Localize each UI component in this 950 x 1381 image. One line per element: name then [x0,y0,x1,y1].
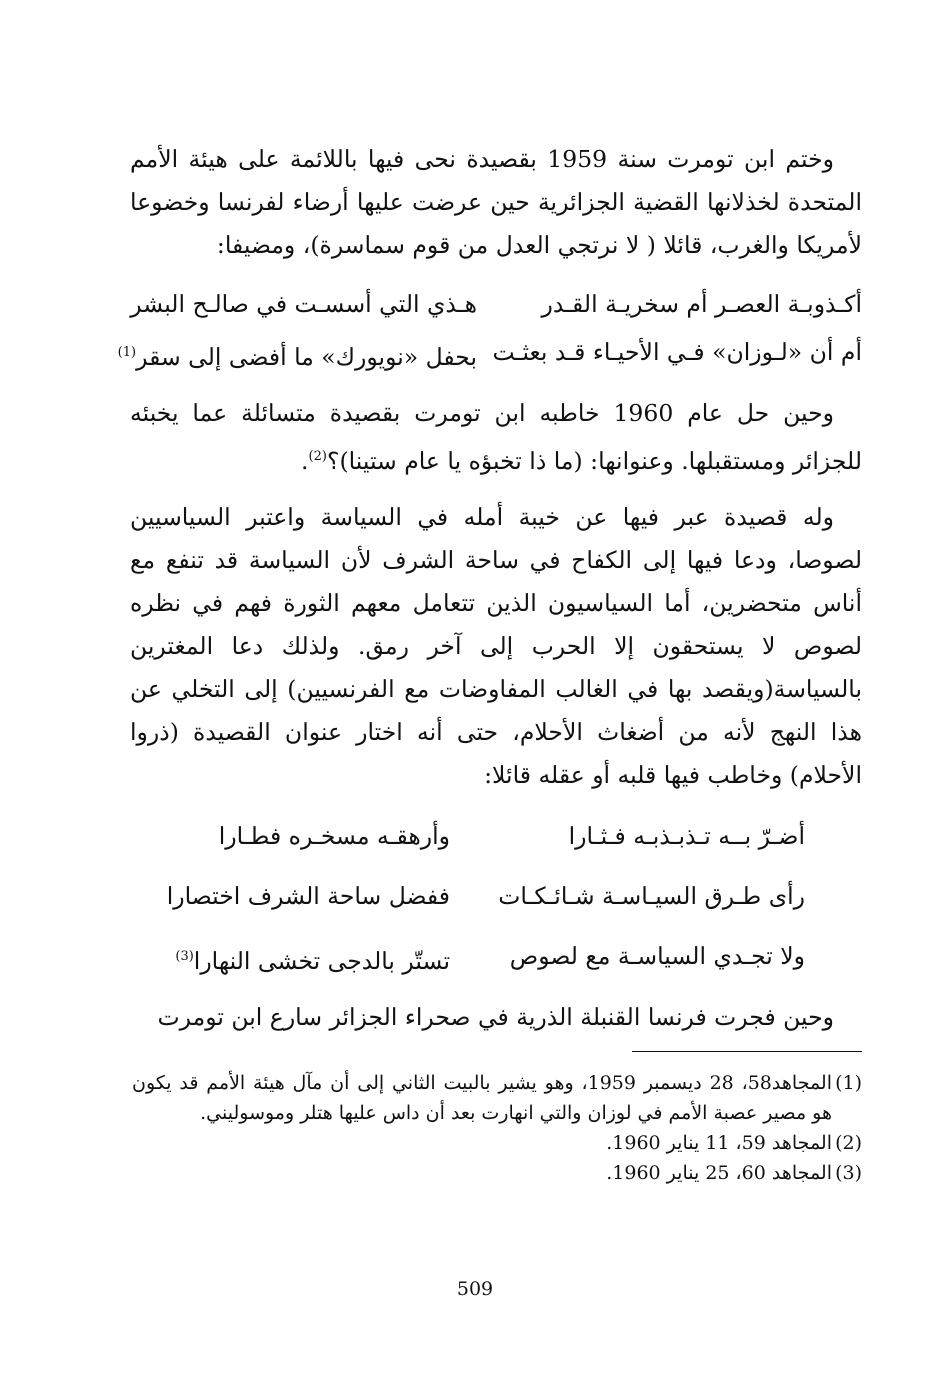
hemistich-text: تستّر بالدجى تخشى النهارا [193,946,450,975]
footnote-item [132,1158,862,1188]
hemistich-second [175,935,450,983]
paragraph-text: وختم ابن تومرت سنة 1959 بقصيدة نحى فيها باللائمة على هيئة الأمم المتحدة لخذلانها القضية الجزائرية حين عرضت عليها أرضاء لفرنسا وخضوعا لأمريكا والغرب، قائلا ( لا نرتجي العدل من قوم سماسرة)، ومضيفا: [130,145,862,259]
paragraph-body: وحين حل عام 1960 خاطبه ابن تومرت بقصيدة متسائلة عما يخبئه للجزائر ومستقبلها. وعنوانها: (ما ذا تخبؤه يا عام ستينا)؟ [130,399,862,475]
footnote-item [132,1068,862,1128]
paragraph-politics [130,496,862,797]
footnote-number: (3) [835,1162,862,1184]
hemistich-first: أم أن «لـوزان» فـي الأحيـاء قـد بعثـت [492,338,862,366]
paragraph-text [130,392,862,483]
footnote-number: (2) [835,1132,862,1154]
hemistich-second: هـذي التي أسسـت في صالـح البشر [130,290,477,318]
verse-line [180,815,805,875]
hemistich-first: أكـذوبـة العصـر أم سخريـة القـدر [541,290,862,318]
hemistich-first: ولا تجـدي السياسـة مع لصوص [509,942,805,970]
hemistich-second: وأرهقـه مسخـره فطـارا [218,822,450,850]
paragraph-end: . [301,446,309,475]
verse-line [166,875,805,935]
footnote-number: (1) [835,1072,862,1094]
page-number: 509 [456,1278,494,1300]
footnote-ref: (3) [175,949,194,964]
footnote-text: المجاهد 59، 11 يناير 1960. [606,1132,832,1154]
hemistich-second [118,331,477,379]
footnote-ref: (1) [117,345,137,360]
hemistich-first: رأى طـرق السيـاسـة شـائـكـات [498,882,805,910]
footnotes [132,1068,862,1188]
hemistich-first: أضـرّ بــه تـذبـذبـه فـثـارا [568,822,805,850]
footnote-text: المجاهد 60، 25 يناير 1960. [606,1162,832,1184]
poem-1 [117,283,862,374]
paragraph-text: وله قصيدة عبر فيها عن خيبة أمله في السياسة واعتبر السياسيين لصوصا، ودعا فيها إلى الكفاح في ساحة الشرف لأن السياسة قد تنفع مع أناس متحضرين، أما السياسيون الذين تتعامل معهم الثورة فهم في نظره لصوص لا يستحقون إلا الحرب إلى آخر رمق. ولذلك دعا المغترين بالسياسة(ويقصد بها في الغالب المفاوضات مع الفرنسيين) إلى التخلي عن هذا النهج لأنه من أضغاث الأحلام، حتى أنه اختار عنوان القصيدة (ذروا الأحلام) وخاطب فيها قلبه أو عقله قائلا: [130,503,862,789]
footnote-text: المجاهد58، 28 ديسمبر 1959، وهو يشير بالبيت الثاني إلى أن مآل هيئة الأمم قد يكون هو مصير عصبة الأمم في لوزان والتي انهارت بعد أن داس عليها هتلر وموسوليني. [132,1072,833,1124]
verse-line [132,283,862,331]
hemistich-text: بحفل «نويورك» ما أفضى إلى سقر [136,342,477,371]
paragraph-bomb [130,996,862,1039]
paragraph-1960 [130,392,862,483]
verse-line [117,331,862,374]
paragraph-text: وحين فجرت فرنسا القنبلة الذرية في صحراء الجزائر سارع ابن تومرت [157,1003,834,1031]
verse-line [175,935,805,978]
paragraph-intro [130,138,862,267]
poem-2 [166,815,805,978]
hemistich-second: ففضل ساحة الشرف اختصارا [166,882,450,910]
footnote-item [132,1128,862,1158]
footnote-divider [632,1051,862,1052]
footnote-ref: (2) [308,449,327,464]
